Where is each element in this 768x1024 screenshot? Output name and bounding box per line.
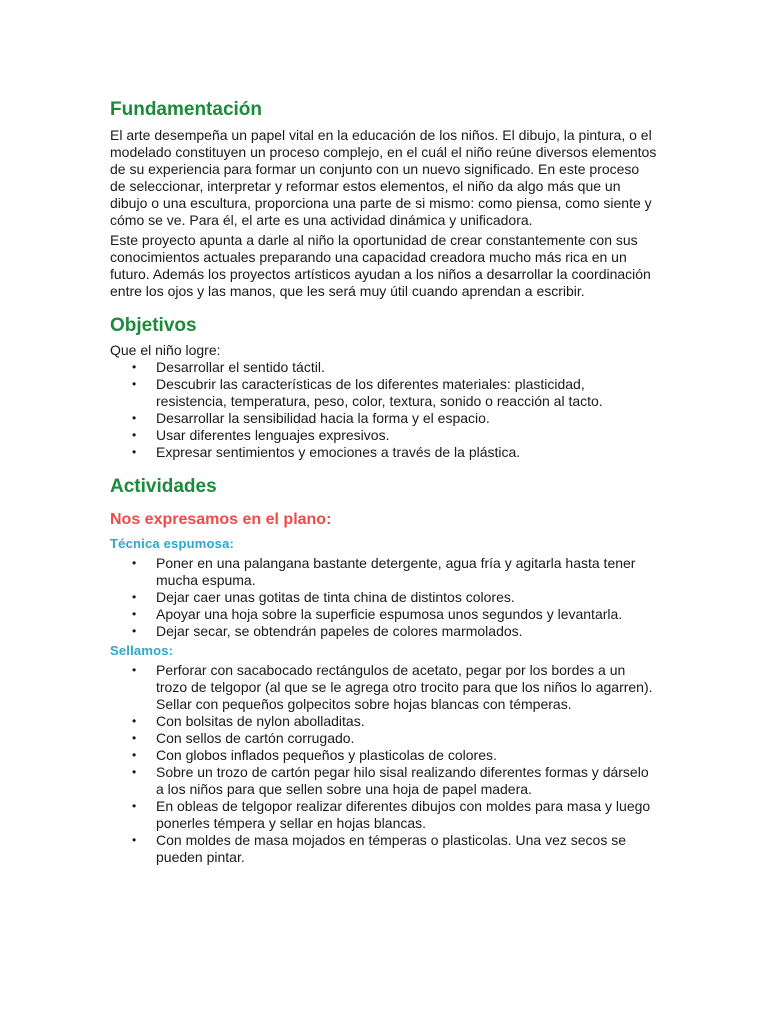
list-item: • Dejar caer unas gotitas de tinta china de distintos colores.: [156, 589, 658, 606]
document-page: [110, 98, 658, 866]
paragraph-fundamentacion-1: El arte desempeña un papel vital en la educación de los niños. El dibujo, la pintura, o el modelado constituyen un proceso complejo, en el cuál el niño reúne diversos elementos de su experiencia para formar un conjunto con un nuevo significado. En este proceso de seleccionar, interpretar y reformar estos elementos, el niño da algo más que un dibujo o una escultura, proporciona una parte de si mismo: como piensa, como siente y cómo se ve. Para él, el arte es una actividad dinámica y unificadora.: [110, 127, 657, 228]
heading-tecnica-espumosa: Técnica espumosa:: [110, 536, 235, 551]
list-item: • Dejar secar, se obtendrán papeles de colores marmolados.: [156, 623, 658, 640]
objetivos-intro: Que el niño logre:: [110, 342, 221, 358]
list-item: • Usar diferentes lenguajes expresivos.: [156, 427, 658, 444]
heading-actividades: Actividades: [110, 476, 217, 497]
list-item: • Apoyar una hoja sobre la superficie espumosa unos segundos y levantarla.: [156, 606, 658, 623]
list-item: • Desarrollar la sensibilidad hacia la forma y el espacio.: [156, 410, 658, 427]
heading-fundamentacion: Fundamentación: [110, 99, 263, 120]
list-item: • Desarrollar el sentido táctil.: [156, 359, 658, 376]
paragraph-fundamentacion-2: Este proyecto apunta a darle al niño la oportunidad de crear constantemente con sus conocimientos actuales preparando una capacidad creadora mucho más rica en un futuro. Además los proyectos artísticos ayudan a los niños a desarrollar la coordinación entre los ojos y las manos, que les será muy útil cuando aprendan a escribir.: [110, 232, 651, 299]
list-item: • Con sellos de cartón corrugado.: [156, 730, 658, 747]
list-item: • Poner en una palangana bastante detergente, agua fría y agitarla hasta tener mucha espuma.: [156, 555, 658, 589]
list-item: • Expresar sentimientos y emociones a través de la plástica.: [156, 444, 658, 461]
list-item: • Sobre un trozo de cartón pegar hilo sisal realizando diferentes formas y dárselo a los niños para que sellen sobre una hoja de papel madera.: [156, 764, 658, 798]
list-item: • En obleas de telgopor realizar diferentes dibujos con moldes para masa y luego ponerles témpera y sellar en hojas blancas.: [156, 798, 658, 832]
list-item: • Descubrir las características de los diferentes materiales: plasticidad, resistencia, temperatura, peso, color, textura, sonido o reacción al tacto.: [156, 376, 658, 410]
tecnica-espumosa-list: [110, 555, 658, 640]
objetivos-list: [110, 359, 658, 461]
list-item: • Con moldes de masa mojados en témperas o plasticolas. Una vez secos se pueden pintar.: [156, 832, 658, 866]
subheading-nos-expresamos: Nos expresamos en el plano:: [110, 511, 332, 528]
heading-sellamos: Sellamos:: [110, 643, 174, 658]
sellamos-list: [110, 662, 658, 866]
heading-objetivos: Objetivos: [110, 315, 197, 336]
list-item: • Perforar con sacabocado rectángulos de acetato, pegar por los bordes a un trozo de telgopor (al que se le agrega otro trocito para que los niños lo agarren). Sellar con pequeños golpecitos sobre hojas blancas con témperas.: [156, 662, 658, 713]
list-item: • Con globos inflados pequeños y plasticolas de colores.: [156, 747, 658, 764]
list-item: • Con bolsitas de nylon abolladitas.: [156, 713, 658, 730]
